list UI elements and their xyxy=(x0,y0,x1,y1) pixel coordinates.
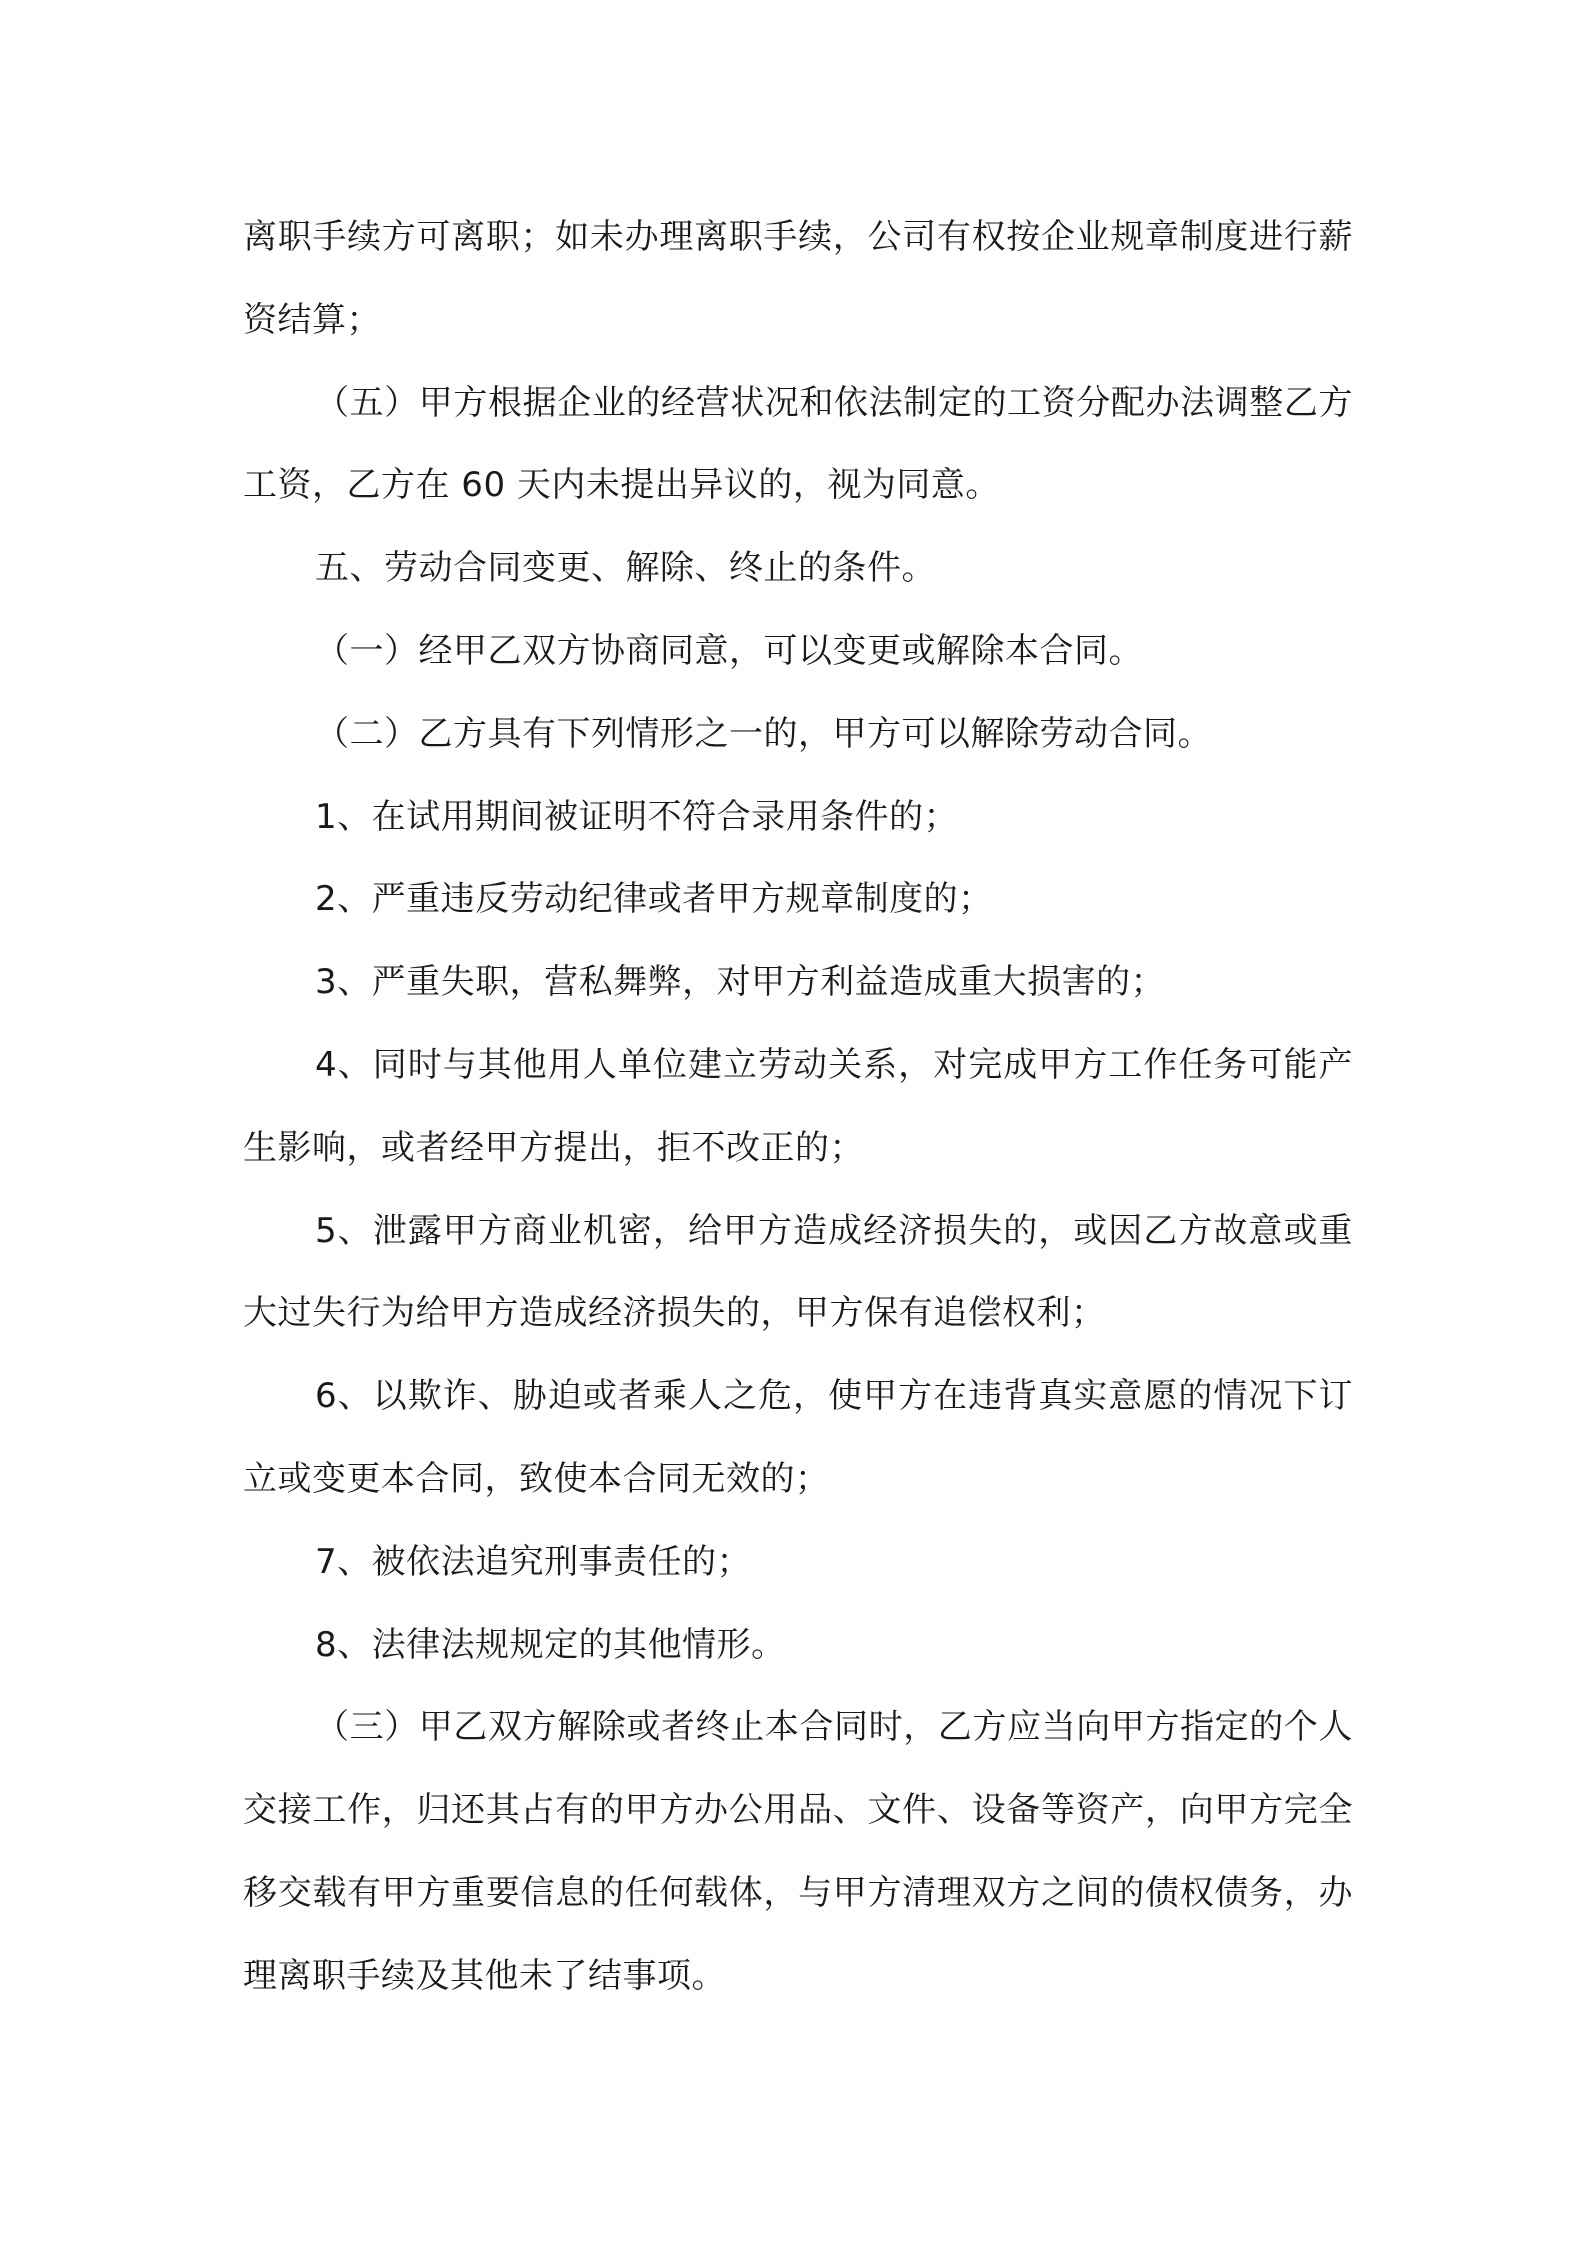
section-heading-5: 五、劳动合同变更、解除、终止的条件。 xyxy=(315,548,936,589)
paragraph-subclause-2: （二）乙方具有下列情形之一的，甲方可以解除劳动合同。 xyxy=(315,713,1212,754)
list-item-6: 6、以欺诈、胁迫或者乘人之危，使甲方在违背真实意愿的情况下订立或变更本合同，致使本合同无效的； xyxy=(243,1376,1353,1499)
list-item-7: 7、被依法追究刑事责任的； xyxy=(315,1541,752,1582)
paragraph-continuation: 离职手续方可离职；如未办理离职手续，公司有权按企业规章制度进行薪资结算； xyxy=(243,217,1353,340)
list-item-8: 8、法律法规规定的其他情形。 xyxy=(315,1624,786,1665)
list-item-5: 5、泄露甲方商业机密，给甲方造成经济损失的，或因乙方故意或重大过失行为给甲方造成经济损失的，甲方保有追偿权利； xyxy=(243,1210,1353,1334)
paragraph-subclause-3: （三）甲乙双方解除或者终止本合同时，乙方应当向甲方指定的个人交接工作，归还其占有的甲方办公用品、文件、设备等资产，向甲方完全移交载有甲方重要信息的任何载体，与甲方清理双方之间的债权债务，办理离职手续及其他未了结事项。 xyxy=(243,1707,1353,1996)
list-item-1: 1、在试用期间被证明不符合录用条件的； xyxy=(315,796,959,837)
paragraph-clause-5: （五）甲方根据企业的经营状况和依法制定的工资分配办法调整乙方工资，乙方在 60 天内未提出异议的，视为同意。 xyxy=(243,382,1353,506)
list-item-4: 4、同时与其他用人单位建立劳动关系，对完成甲方工作任务可能产生影响，或者经甲方提出，拒不改正的； xyxy=(243,1044,1353,1168)
list-item-2: 2、严重违反劳动纪律或者甲方规章制度的； xyxy=(315,879,993,920)
document-body xyxy=(243,196,1353,2018)
list-item-3: 3、严重失职，营私舞弊，对甲方利益造成重大损害的； xyxy=(315,962,1166,1003)
paragraph-subclause-1: （一）经甲乙双方协商同意，可以变更或解除本合同。 xyxy=(315,630,1143,671)
